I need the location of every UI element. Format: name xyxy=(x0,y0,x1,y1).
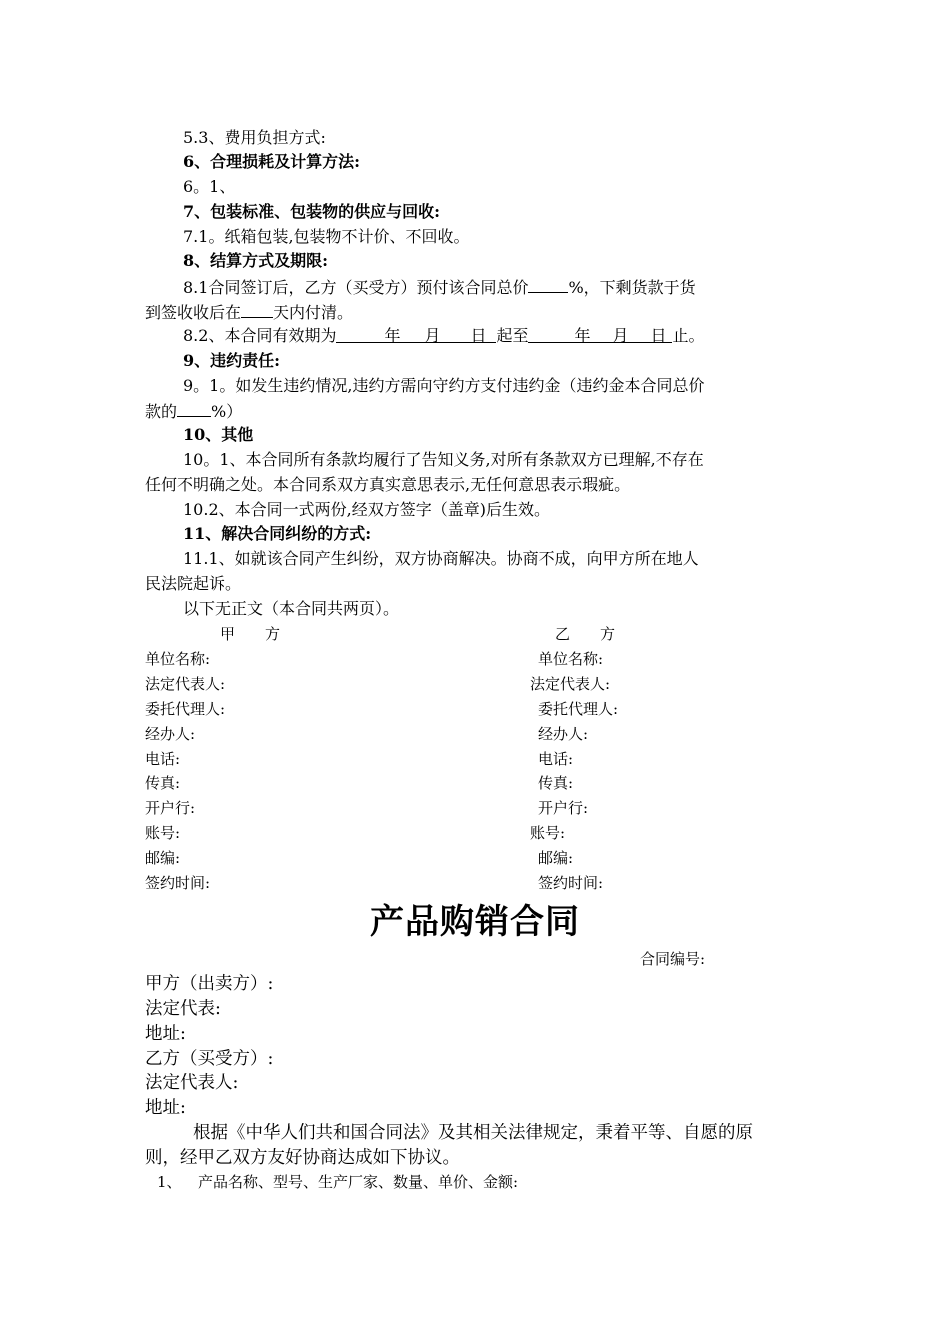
party-b-field: 单位名称: xyxy=(538,650,604,668)
buyer-representative-label: 法定代表人: xyxy=(145,1073,239,1093)
clause-9-1-line1: 9。1。如发生违约情况,违约方需向守约方支付违约金（违约金本合同总价 xyxy=(183,376,705,395)
clause-8-1-line2 xyxy=(145,300,353,324)
clause-8-2-text-a: 8.2、本合同有效期为 xyxy=(183,326,337,345)
party-a-field: 账号: xyxy=(145,824,181,842)
blank-days xyxy=(241,300,273,318)
buyer-address-label: 地址: xyxy=(145,1098,186,1118)
heading-8: 8、结算方式及期限: xyxy=(183,251,329,270)
clause-5-3: 5.3、费用负担方式: xyxy=(183,128,326,147)
contract-title: 产品购销合同 xyxy=(370,902,580,942)
party-b-field: 委托代理人: xyxy=(538,700,619,718)
party-b-field: 传真: xyxy=(538,774,574,792)
blank-end-date: 年 月 日 xyxy=(528,325,672,343)
party-b-heading: 乙 方 xyxy=(555,625,616,643)
clause-8-2-text-i: 止。 xyxy=(672,326,705,345)
party-b-field: 开户行: xyxy=(538,799,589,817)
item-1-number: 1、 xyxy=(157,1173,182,1191)
heading-6: 6、合理损耗及计算方法: xyxy=(183,152,361,171)
party-b-field: 邮编: xyxy=(538,849,574,867)
party-a-field: 委托代理人: xyxy=(145,700,226,718)
party-a-field: 传真: xyxy=(145,774,181,792)
clause-10-1-line2: 任何不明确之处。本合同系双方真实意思表示,无任何意思表示瑕疵。 xyxy=(145,475,631,494)
seller-representative-label: 法定代表: xyxy=(145,999,221,1019)
seller-label: 甲方（出卖方）: xyxy=(145,974,274,994)
clause-8-1-text-a: 8.1合同签订后，乙方（买受方）预付该合同总价 xyxy=(183,278,529,297)
party-b-field: 签约时间: xyxy=(538,874,604,892)
party-a-field: 经办人: xyxy=(145,725,196,743)
clause-8-2 xyxy=(183,325,704,347)
clause-7-1: 7.1。纸箱包装,包装物不计价、不回收。 xyxy=(183,227,470,246)
party-a-field: 邮编: xyxy=(145,849,181,867)
intro-line2: 则，经甲乙双方友好协商达成如下协议。 xyxy=(145,1148,460,1168)
party-a-field: 法定代表人: xyxy=(145,675,226,693)
clause-8-1-text-c: 到签收收后在 xyxy=(145,303,242,322)
clause-10-1-line1: 10。1、本合同所有条款均履行了告知义务,对所有条款双方已理解,不存在 xyxy=(183,450,704,469)
clause-8-2-text-e: 起至 xyxy=(496,326,529,345)
clause-8-1-text-b: %，下剩货款于货 xyxy=(568,278,696,297)
blank-start-date: 年 月 日 xyxy=(336,325,496,343)
clause-8-1-text-d: 天内付清。 xyxy=(273,303,354,322)
party-a-field: 电话: xyxy=(145,750,181,768)
clause-8-1-line1 xyxy=(183,275,696,299)
end-of-text-note: 以下无正文（本合同共两页）。 xyxy=(183,599,400,618)
clause-10-2: 10.2、本合同一式两份,经双方签字（盖章)后生效。 xyxy=(183,500,550,519)
contract-number-label: 合同编号: xyxy=(640,950,706,968)
party-b-field: 电话: xyxy=(538,750,574,768)
heading-7: 7、包装标准、包装物的供应与回收: xyxy=(183,202,441,221)
party-a-field: 签约时间: xyxy=(145,874,211,892)
blank-penalty-percent xyxy=(177,399,211,417)
party-b-field: 法定代表人: xyxy=(530,675,611,693)
clause-6-1: 6。1、 xyxy=(183,177,236,196)
party-a-heading: 甲 方 xyxy=(220,625,281,643)
heading-10: 10、其他 xyxy=(183,425,254,444)
party-b-field: 经办人: xyxy=(538,725,589,743)
seller-address-label: 地址: xyxy=(145,1024,186,1044)
blank-prepay-percent xyxy=(528,275,568,293)
intro-line1: 根据《中华人们共和国合同法》及其相关法律规定，秉着平等、自愿的原 xyxy=(193,1123,753,1143)
heading-9: 9、违约责任: xyxy=(183,351,281,370)
clause-11-1-line1: 11.1、如就该合同产生纠纷，双方协商解决。协商不成，向甲方所在地人 xyxy=(183,549,699,568)
party-a-field: 开户行: xyxy=(145,799,196,817)
party-b-field: 账号: xyxy=(530,824,566,842)
item-1-text: 产品名称、型号、生产厂家、数量、单价、金额: xyxy=(198,1173,519,1191)
clause-11-1-line2: 民法院起诉。 xyxy=(145,574,242,593)
clause-9-1-line2: 款的 %） xyxy=(145,399,242,423)
heading-11: 11、解决合同纠纷的方式: xyxy=(183,524,372,543)
party-a-field: 单位名称: xyxy=(145,650,211,668)
buyer-label: 乙方（买受方）: xyxy=(145,1049,274,1069)
